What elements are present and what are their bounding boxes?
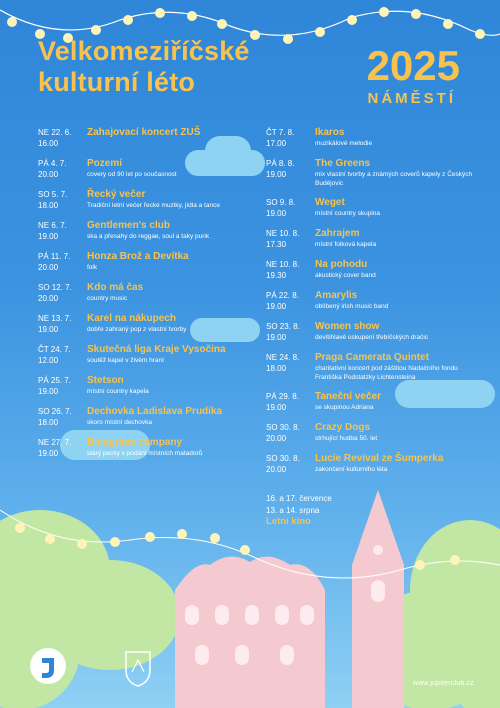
event-info bbox=[87, 282, 248, 304]
event-date bbox=[266, 127, 311, 149]
event-info bbox=[87, 189, 248, 211]
event-item bbox=[266, 228, 476, 250]
event-description: oblíbený irish music band bbox=[315, 303, 389, 310]
event-name: Crazy Dogs bbox=[315, 422, 371, 433]
event-date bbox=[266, 197, 311, 219]
event-date bbox=[266, 391, 311, 413]
event-time: 19.00 bbox=[266, 209, 287, 218]
event-description: devítihlavé uskupení třebíčských dračic bbox=[315, 334, 429, 341]
event-item bbox=[266, 321, 476, 343]
event-time: 18.00 bbox=[38, 201, 59, 210]
town-buildings-icon bbox=[175, 557, 325, 708]
event-description: zakončení kulturního léta bbox=[315, 466, 388, 473]
event-name: Kdo má čas bbox=[87, 282, 144, 293]
event-time: 12.00 bbox=[38, 356, 59, 365]
event-description: folk bbox=[87, 264, 98, 271]
event-date bbox=[38, 220, 83, 242]
event-info bbox=[87, 220, 248, 242]
event-time: 19.00 bbox=[266, 170, 287, 179]
event-day: SO 9. 8. bbox=[266, 198, 296, 207]
summer-cinema-venue: Letní kino bbox=[266, 516, 311, 527]
event-description: místní country kapela bbox=[87, 388, 149, 395]
event-date bbox=[38, 127, 83, 149]
church-tower-icon bbox=[352, 490, 404, 708]
event-day: SO 12. 7. bbox=[38, 283, 72, 292]
event-item bbox=[266, 290, 476, 312]
year-label: 2025 bbox=[366, 42, 460, 89]
event-info bbox=[315, 391, 476, 413]
event-item bbox=[38, 344, 248, 366]
event-item bbox=[38, 313, 248, 335]
event-date bbox=[38, 375, 83, 397]
event-date bbox=[266, 352, 311, 382]
event-day: NE 24. 8. bbox=[266, 353, 300, 362]
event-day: SO 26. 7. bbox=[38, 407, 72, 416]
event-time: 18.00 bbox=[38, 418, 59, 427]
event-day: NE 10. 8. bbox=[266, 260, 300, 269]
event-date bbox=[38, 189, 83, 211]
event-day: PÁ 29. 8. bbox=[266, 392, 299, 401]
event-date bbox=[38, 406, 83, 428]
event-time: 19.00 bbox=[38, 449, 59, 458]
event-description: ska a přesahy do reggae, soul a taky punk bbox=[87, 233, 210, 240]
event-info bbox=[87, 158, 248, 180]
event-description: místní folková kapela bbox=[315, 241, 377, 248]
event-time: 19.00 bbox=[38, 232, 59, 241]
event-description: covery od 90 let po současnost bbox=[87, 171, 177, 178]
event-description: muzikálové melodie bbox=[315, 140, 373, 147]
event-description: dobře zahraný pop z vlastní tvorby bbox=[87, 326, 187, 333]
event-name: Bluegrass company bbox=[87, 437, 183, 448]
event-date bbox=[266, 228, 311, 250]
website-link[interactable]: www.jupiterclub.cz bbox=[412, 680, 474, 687]
event-time: 20.00 bbox=[266, 434, 287, 443]
event-time: 19.00 bbox=[266, 302, 287, 311]
event-info bbox=[87, 375, 248, 397]
event-time: 19.00 bbox=[38, 325, 59, 334]
event-name: Zahrajem bbox=[315, 228, 360, 239]
event-time: 19.00 bbox=[266, 403, 287, 412]
event-description: starý pecky v podání místních matadorů bbox=[87, 450, 203, 457]
event-date bbox=[266, 290, 311, 312]
event-day: PÁ 4. 7. bbox=[38, 159, 67, 168]
event-description: akustický cover band bbox=[315, 272, 376, 279]
event-date bbox=[38, 158, 83, 180]
event-day: SO 23. 8. bbox=[266, 322, 300, 331]
event-item bbox=[38, 251, 248, 273]
town-scene bbox=[0, 440, 500, 708]
event-time: 20.00 bbox=[266, 465, 287, 474]
event-name: Gentlemen's club bbox=[87, 220, 170, 231]
event-info bbox=[315, 127, 476, 149]
event-name: Weget bbox=[315, 197, 345, 208]
summer-cinema-dates-1: 16. a 17. července bbox=[266, 494, 332, 503]
event-info bbox=[87, 313, 248, 335]
event-name: Honza Brož a Devítka bbox=[87, 251, 189, 262]
event-date bbox=[38, 251, 83, 273]
event-item bbox=[38, 189, 248, 211]
event-item bbox=[266, 352, 476, 382]
event-name: Praga Camerata Quintet bbox=[315, 352, 429, 363]
event-day: NE 6. 7. bbox=[38, 221, 67, 230]
event-name: Pozemí bbox=[87, 158, 123, 169]
jupiter-club-logo-icon bbox=[30, 648, 66, 684]
event-day: NE 10. 8. bbox=[266, 229, 300, 238]
event-description: mix vlastní tvorby a známých coverů kapely z Českých Budějovic bbox=[315, 171, 473, 187]
event-name: Stetson bbox=[87, 375, 124, 386]
event-date bbox=[266, 259, 311, 281]
event-date bbox=[266, 158, 311, 188]
event-name: Řecký večer bbox=[87, 189, 146, 200]
event-time: 19.00 bbox=[266, 333, 287, 342]
title-line-2: kulturní léto bbox=[38, 67, 196, 97]
event-info bbox=[87, 344, 248, 366]
event-name: Amarylis bbox=[315, 290, 358, 301]
event-info bbox=[315, 321, 476, 343]
event-description: soutěž kapel v živém hraní bbox=[87, 357, 164, 364]
event-date bbox=[38, 313, 83, 335]
event-day: NE 27. 7. bbox=[38, 438, 72, 447]
event-day: ČT 24. 7. bbox=[38, 345, 71, 354]
event-item bbox=[38, 127, 248, 149]
event-item bbox=[38, 406, 248, 428]
event-time: 20.00 bbox=[38, 170, 59, 179]
event-item bbox=[266, 158, 476, 188]
event-item bbox=[38, 220, 248, 242]
program-left-column bbox=[38, 127, 248, 468]
event-date bbox=[38, 344, 83, 366]
title-line-1: Velkomeziříčské bbox=[38, 36, 250, 66]
event-day: SO 5. 7. bbox=[38, 190, 68, 199]
event-name: Skutečná liga Kraje Vysočina bbox=[87, 344, 226, 355]
event-time: 19.30 bbox=[266, 271, 287, 280]
event-time: 18.00 bbox=[266, 364, 287, 373]
event-description: se skupinou Adriana bbox=[315, 404, 374, 411]
event-description: místní country skupina bbox=[315, 210, 381, 217]
event-day: PÁ 25. 7. bbox=[38, 376, 71, 385]
event-info bbox=[87, 406, 248, 428]
event-date bbox=[38, 282, 83, 304]
event-day: PÁ 8. 8. bbox=[266, 159, 295, 168]
event-date bbox=[266, 321, 311, 343]
event-info bbox=[315, 197, 476, 219]
event-info bbox=[87, 251, 248, 273]
event-time: 17.00 bbox=[266, 139, 287, 148]
event-name: Zahajovací koncert ZUŠ bbox=[87, 127, 201, 138]
event-item bbox=[266, 391, 476, 413]
event-description: strhující hudba 50. let bbox=[315, 435, 378, 442]
program-right-column bbox=[266, 127, 476, 484]
event-item bbox=[266, 127, 476, 149]
event-name: Taneční večer bbox=[315, 391, 381, 402]
event-name: The Greens bbox=[315, 158, 371, 169]
event-info bbox=[87, 127, 248, 149]
event-description: skoro místní dechovka bbox=[87, 419, 153, 426]
event-day: PÁ 22. 8. bbox=[266, 291, 299, 300]
event-day: PÁ 11. 7. bbox=[38, 252, 71, 261]
event-info bbox=[315, 259, 476, 281]
event-item bbox=[38, 375, 248, 397]
event-info bbox=[315, 290, 476, 312]
event-info bbox=[315, 158, 476, 188]
event-day: SO 30. 8. bbox=[266, 423, 300, 432]
event-info bbox=[315, 228, 476, 250]
event-description: charitativní koncert pod záštitou Nadačního fondu Františka Podstatzky Lichtensteina bbox=[315, 365, 458, 381]
summer-cinema-dates-2: 13. a 14. srpna bbox=[266, 505, 320, 515]
event-name: Na pohodu bbox=[315, 259, 368, 270]
poster-title bbox=[38, 36, 250, 98]
event-name: Ikaros bbox=[315, 127, 345, 138]
event-day: NE 22. 6. bbox=[38, 128, 72, 137]
event-item bbox=[266, 197, 476, 219]
event-item bbox=[266, 259, 476, 281]
event-name: Women show bbox=[315, 321, 380, 332]
event-day: NE 13. 7. bbox=[38, 314, 72, 323]
place-label: NÁMĚSTÍ bbox=[367, 90, 456, 107]
event-name: Dechovka Ladislava Prudika bbox=[87, 406, 223, 417]
event-name: Lucie Revival ze Šumperka bbox=[315, 453, 444, 464]
event-description: Tradiční letní večer řecké muziky, jídla a tance bbox=[87, 202, 220, 209]
event-info bbox=[315, 352, 476, 382]
event-time: 20.00 bbox=[38, 294, 59, 303]
event-day: ČT 7. 8. bbox=[266, 128, 295, 137]
event-name: Karel na nákupech bbox=[87, 313, 176, 324]
event-time: 17.30 bbox=[266, 240, 287, 249]
event-item bbox=[38, 158, 248, 180]
event-time: 16.00 bbox=[38, 139, 59, 148]
event-day: SO 30. 8. bbox=[266, 454, 300, 463]
event-description: country music bbox=[87, 295, 128, 302]
event-item bbox=[38, 282, 248, 304]
event-time: 19.00 bbox=[38, 387, 59, 396]
event-time: 20.00 bbox=[38, 263, 59, 272]
